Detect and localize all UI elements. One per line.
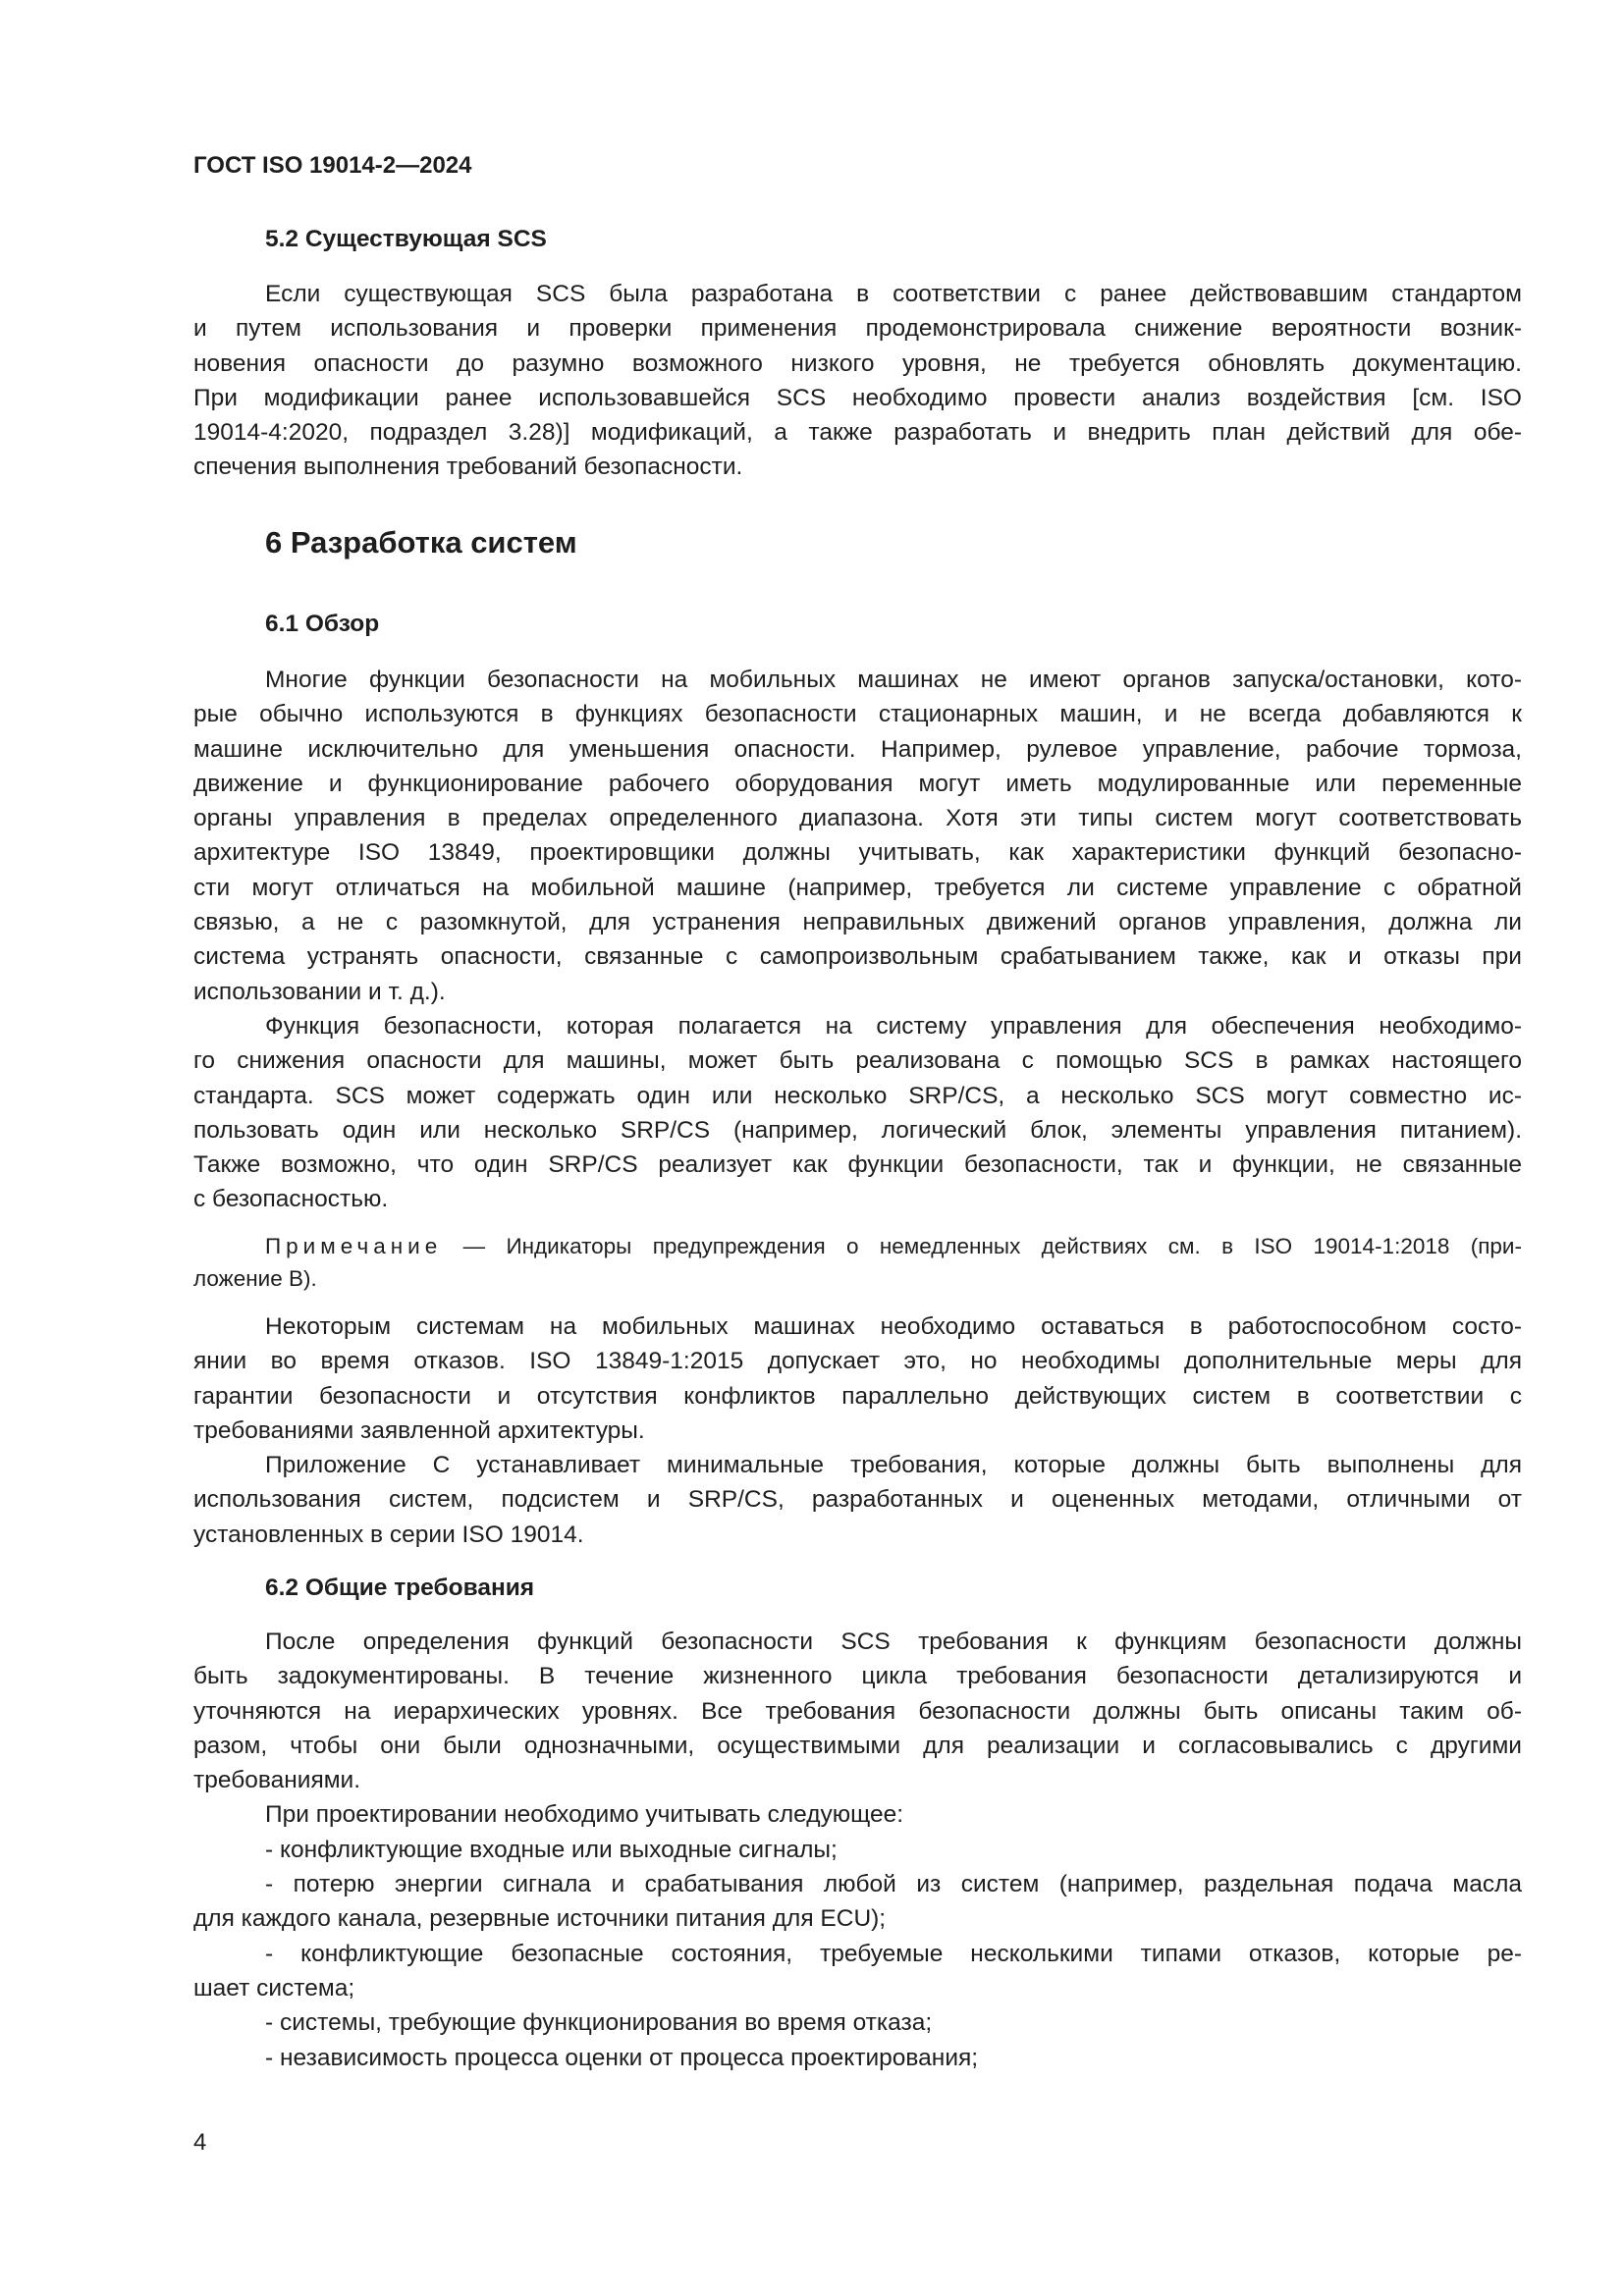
note-line: ложение В). <box>193 1266 317 1291</box>
text-line: - независимость процесса оценки от процесса проектирования; <box>265 2044 979 2071</box>
text-line: Функция безопасности, которая полагается на систему управления для обеспечения необходимо- <box>265 1012 1522 1040</box>
text-line: связью, а не с разомкнутой, для устранения неправильных движений органов управления, должна ли <box>193 909 1522 936</box>
text-line: - потерю энергии сигнала и срабатывания любой из систем (например, раздельная подача масла <box>265 1871 1522 1898</box>
text-line: - конфликтующие входные или выходные сигналы; <box>265 1836 838 1863</box>
paragraph <box>193 1448 1522 1552</box>
page-number: 4 <box>193 2129 207 2156</box>
text-line: Многие функции безопасности на мобильных машинах не имеют органов запуска/остановки, кото- <box>265 667 1522 693</box>
text-line: для каждого канала, резервные источники питания для ECU); <box>193 1905 887 1933</box>
text-line: Некоторым системам на мобильных машинах необходимо оставаться в работоспособном состо- <box>265 1313 1522 1340</box>
text-line: органы управления в пределах определенного диапазона. Хотя эти типы систем могут соответствовать <box>193 805 1522 832</box>
text-line: - системы, требующие функционирования во время отказа; <box>265 2009 933 2037</box>
text-line: го снижения опасности для машины, может быть реализована с помощью SCS в рамках настоящего <box>193 1047 1522 1075</box>
paragraph <box>193 277 1522 485</box>
section-6-1-body <box>193 663 1522 1217</box>
section-6-1-body-continued <box>193 1309 1522 1552</box>
section-heading-6-2: 6.2 Общие требования <box>265 1575 535 1601</box>
text-line: 19014-4:2020, подраздел 3.28)] модификаций, а также разработать и внедрить план действий для обе- <box>193 419 1522 447</box>
text-line: машине исключительно для уменьшения опасности. Например, рулевое управление, рабочие тормоза, <box>193 735 1522 763</box>
text-line: - конфликтующие безопасные состояния, требуемые несколькими типами отказов, которые ре- <box>265 1940 1522 1967</box>
paragraph <box>193 1833 1522 1867</box>
text-line: уточняются на иерархических уровнях. Все требования безопасности должны быть описаны таким об- <box>193 1697 1522 1725</box>
text-line: сти могут отличаться на мобильной машине (например, требуется ли системе управление с обратной <box>193 874 1522 901</box>
text-line: рые обычно используются в функциях безопасности стационарных машин, и не всегда добавляются к <box>193 701 1522 728</box>
paragraph <box>193 1309 1522 1448</box>
text-line: и путем использования и проверки применения продемонстрировала снижение вероятности возник- <box>193 315 1522 343</box>
text-line: пользовать один или несколько SRP/CS (например, логический блок, элементы управления питанием). <box>193 1116 1522 1144</box>
paragraph <box>193 2041 1522 2075</box>
paragraph <box>193 1797 1522 1832</box>
note-text: — Индикаторы предупреждения о немедленных действиях см. в ISO 19014-1:2018 (при- <box>462 1234 1522 1258</box>
paragraph <box>193 1625 1522 1797</box>
text-line: система устранять опасности, связанные с самопроизвольным срабатыванием также, как и отказы при <box>193 943 1522 971</box>
text-line: шает система; <box>193 1974 355 2002</box>
text-line: При модификации ранее использовавшейся SCS необходимо провести анализ воздействия [см. ISO <box>193 384 1522 411</box>
paragraph <box>193 1937 1522 2006</box>
text-line: быть задокументированы. В течение жизненного цикла требования безопасности детализируются и <box>193 1663 1522 1690</box>
note <box>193 1230 1522 1295</box>
paragraph <box>193 2005 1522 2040</box>
text-line: янии во время отказов. ISO 13849-1:2015 допускает это, но необходимы дополнительные меры для <box>193 1348 1522 1375</box>
section-heading-6: 6 Разработка систем <box>265 525 577 560</box>
text-line: архитектуре ISO 13849, проектировщики должны учитывать, как характеристики функций безопасно- <box>193 839 1522 867</box>
text-line: Приложение С устанавливает минимальные требования, которые должны быть выполнены для <box>265 1452 1522 1479</box>
text-line: стандарта. SCS может содержать один или несколько SRP/CS, а несколько SCS могут совместно ис- <box>193 1082 1522 1109</box>
paragraph <box>193 1009 1522 1217</box>
text-line: гарантии безопасности и отсутствия конфликтов параллельно действующих систем в соответствии с <box>193 1382 1522 1410</box>
note-label: Примечание <box>265 1234 443 1258</box>
text-line: При проектировании необходимо учитывать следующее: <box>265 1801 904 1829</box>
text-line: использования систем, подсистем и SRP/CS, разработанных и оцененных методами, отличными от <box>193 1486 1522 1514</box>
paragraph <box>193 1867 1522 1937</box>
document-header: ГОСТ ISO 19014-2—2024 <box>193 152 472 179</box>
section-6-2-body <box>193 1625 1522 2075</box>
text-line: После определения функций безопасности SCS требования к функциям безопасности должны <box>265 1629 1522 1655</box>
text-line: движение и функционирование рабочего оборудования могут иметь модулированные или переменные <box>193 770 1522 797</box>
text-line: использовании и т. д.). <box>193 978 446 1005</box>
text-line: разом, чтобы они были однозначными, осуществимыми для реализации и согласовывались с другими <box>193 1732 1522 1759</box>
text-line: Если существующая SCS была разработана в соответствии с ранее действовавшим стандартом <box>265 281 1522 307</box>
section-heading-6-1: 6.1 Обзор <box>265 611 380 637</box>
text-line: с безопасностью. <box>193 1186 389 1213</box>
text-line: требованиями заявленной архитектуры. <box>193 1416 645 1444</box>
section-heading-5-2: 5.2 Существующая SCS <box>265 226 547 252</box>
text-line: спечения выполнения требований безопасности. <box>193 454 743 481</box>
text-line: установленных в серии ISO 19014. <box>193 1521 584 1548</box>
section-5-2-body <box>193 277 1522 485</box>
text-line: новения опасности до разумно возможного низкого уровня, не требуется обновлять документацию. <box>193 349 1522 377</box>
text-line: требованиями. <box>193 1767 361 1794</box>
text-line: Также возможно, что один SRP/CS реализует как функции безопасности, так и функции, не связанные <box>193 1151 1522 1179</box>
note-line <box>193 1230 1522 1262</box>
paragraph <box>193 663 1522 1009</box>
